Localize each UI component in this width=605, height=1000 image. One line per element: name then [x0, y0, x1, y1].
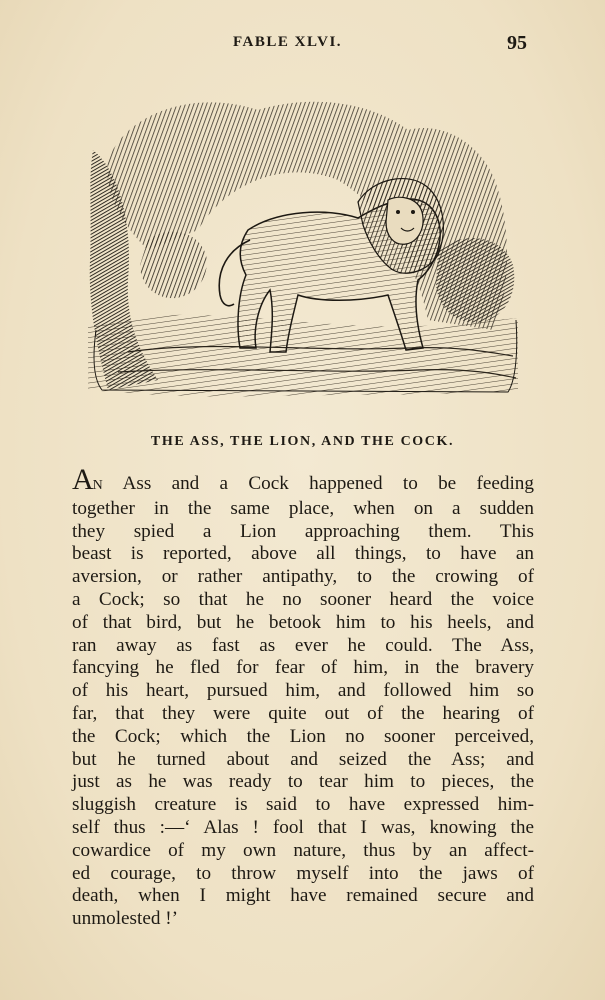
fable-line: but he turned about and seized the Ass; and — [72, 748, 534, 770]
fable-line: death, when I might have remained secure and — [72, 885, 534, 907]
illustration-caption: THE ASS, THE LION, AND THE COCK. — [150, 434, 455, 449]
fable-line: of that bird, but he betook him to his heels, and — [72, 611, 534, 633]
fable-line: ed courage, to throw myself into the jaws of — [72, 862, 534, 884]
fable-line: sluggish creature is said to have expressed him- — [72, 794, 534, 816]
fable-line: a Cock; so that he no sooner heard the voice — [72, 588, 534, 610]
drop-capital: A — [72, 463, 93, 496]
fable-line: together in the same place, when on a sudden — [72, 497, 534, 519]
fable-line: they spied a Lion approaching them. This — [72, 520, 534, 542]
fable-line: fancying he fled for fear of him, in the bravery — [72, 657, 534, 679]
fable-text — [72, 463, 534, 931]
fable-line: aversion, or rather antipathy, to the crowing of — [72, 566, 534, 588]
fable-line: just as he was ready to tear him to pieces, the — [72, 771, 534, 793]
fable-line: far, that they were quite out of the hearing of — [72, 702, 534, 724]
initial-smallcaps: N — [92, 478, 104, 493]
first-line-text: Ass and a Cock happened to be feeding — [122, 473, 534, 494]
fable-line: beast is reported, above all things, to have an — [72, 543, 534, 565]
lion-woodcut-icon — [88, 90, 518, 400]
fable-first-line — [72, 463, 534, 498]
fable-line: unmolested !’ — [72, 908, 179, 930]
fable-line: ran away as fast as ever he could. The Ass, — [72, 634, 534, 656]
running-head — [0, 32, 605, 56]
fable-line: cowardice of my own nature, thus by an affect- — [72, 839, 534, 861]
fable-line: of his heart, pursued him, and followed him so — [72, 680, 534, 702]
page-number: 95 — [507, 32, 527, 54]
fable-line: the Cock; which the Lion no sooner perceived, — [72, 725, 534, 747]
fable-line: self thus :—‘ Alas ! fool that I was, knowing the — [72, 816, 534, 838]
running-title: FABLE XLVI. — [233, 34, 343, 50]
